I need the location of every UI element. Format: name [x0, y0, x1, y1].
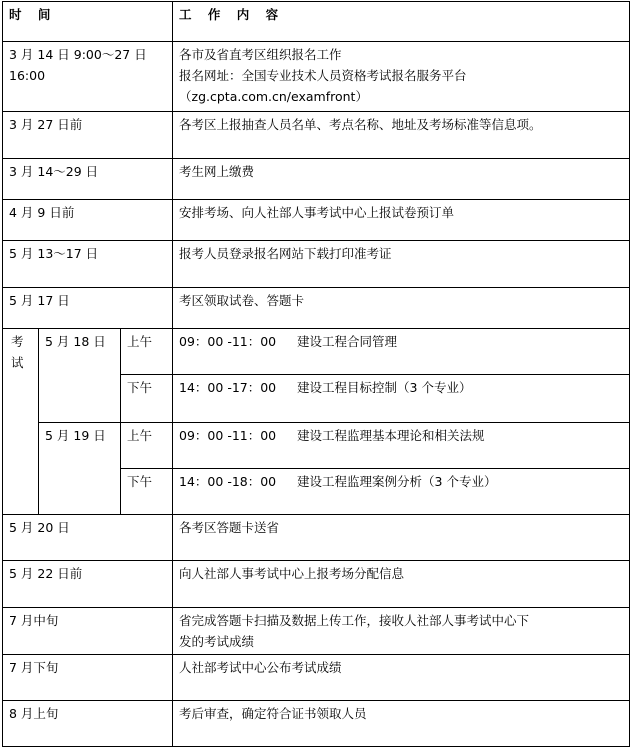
row-content: 各考区上报抽查人员名单、考点名称、地址及考场标准等信息项。 [173, 112, 630, 159]
header-content: 工 作 内 容 [173, 2, 630, 42]
row-time: 7 月下旬 [3, 655, 173, 701]
row-time-text: 3 月 14 日 9:00～27 日 16:00 [9, 47, 147, 83]
row-content-line: 省完成答题卡扫描及数据上传工作，接收人社部人事考试中心下 [179, 613, 530, 628]
exam-time: 09：00 -11：00 [179, 428, 277, 443]
table-row [3, 200, 630, 241]
table-row [3, 112, 630, 159]
table-row [3, 288, 630, 329]
exam-period: 下午 [121, 469, 173, 515]
row-time: 5 月 17 日 [3, 288, 173, 329]
table-row [3, 701, 630, 747]
row-content-line: 发的考试成绩 [179, 634, 255, 649]
row-time: 5 月 13～17 日 [3, 241, 173, 288]
exam-subject-cell [173, 329, 630, 375]
exam-time: 14：00 -17：00 [179, 380, 277, 395]
exam-time: 09：00 -11：00 [179, 334, 277, 349]
exam-session-row [3, 329, 630, 375]
row-content: 人社部考试中心公布考试成绩 [173, 655, 630, 701]
row-content: 考生网上缴费 [173, 159, 630, 200]
exam-period: 下午 [121, 375, 173, 423]
table-row [3, 42, 630, 112]
row-time: 3 月 27 日前 [3, 112, 173, 159]
exam-label-char: 试 [11, 355, 24, 370]
row-content-line: 报名网址：全国专业技术人员资格考试报名服务平台 [179, 68, 467, 83]
exam-date: 5 月 18 日 [39, 329, 121, 423]
row-content: 各考区答题卡送省 [173, 515, 630, 561]
exam-period: 上午 [121, 423, 173, 469]
exam-subject: 建设工程合同管理 [297, 334, 398, 349]
row-time: 5 月 20 日 [3, 515, 173, 561]
header-time: 时 间 [3, 2, 173, 42]
row-time: 3 月 14～29 日 [3, 159, 173, 200]
row-time [3, 42, 173, 112]
row-time: 4 月 9 日前 [3, 200, 173, 241]
row-content [173, 608, 630, 655]
row-content: 安排考场、向人社部人事考试中心上报试卷预订单 [173, 200, 630, 241]
exam-subject: 建设工程监理案例分析（3 个专业） [297, 474, 497, 489]
row-content: 考区领取试卷、答题卡 [173, 288, 630, 329]
exam-subject: 建设工程监理基本理论和相关法规 [297, 428, 485, 443]
exam-session-row [3, 423, 630, 469]
table-row [3, 655, 630, 701]
table-row [3, 241, 630, 288]
exam-label-char: 考 [11, 334, 24, 349]
row-time: 8 月上旬 [3, 701, 173, 747]
row-time: 5 月 22 日前 [3, 561, 173, 608]
row-content [173, 42, 630, 112]
row-time: 7 月中旬 [3, 608, 173, 655]
table-row [3, 159, 630, 200]
exam-subject: 建设工程目标控制（3 个专业） [297, 380, 472, 395]
exam-label [3, 329, 39, 515]
row-content: 报考人员登录报名网站下载打印准考证 [173, 241, 630, 288]
row-content: 向人社部人事考试中心上报考场分配信息 [173, 561, 630, 608]
exam-subject-cell [173, 423, 630, 469]
table-row [3, 515, 630, 561]
table-row [3, 608, 630, 655]
table-row [3, 561, 630, 608]
exam-schedule-table [2, 1, 630, 747]
exam-period: 上午 [121, 329, 173, 375]
exam-time: 14：00 -18：00 [179, 474, 277, 489]
row-content: 考后审查，确定符合证书领取人员 [173, 701, 630, 747]
exam-subject-cell [173, 469, 630, 515]
header-row [3, 2, 630, 42]
exam-date: 5 月 19 日 [39, 423, 121, 515]
row-content-line: （zg.cpta.com.cn/examfront） [179, 89, 368, 104]
exam-subject-cell [173, 375, 630, 423]
row-content-line: 各市及省直考区组织报名工作 [179, 47, 342, 62]
